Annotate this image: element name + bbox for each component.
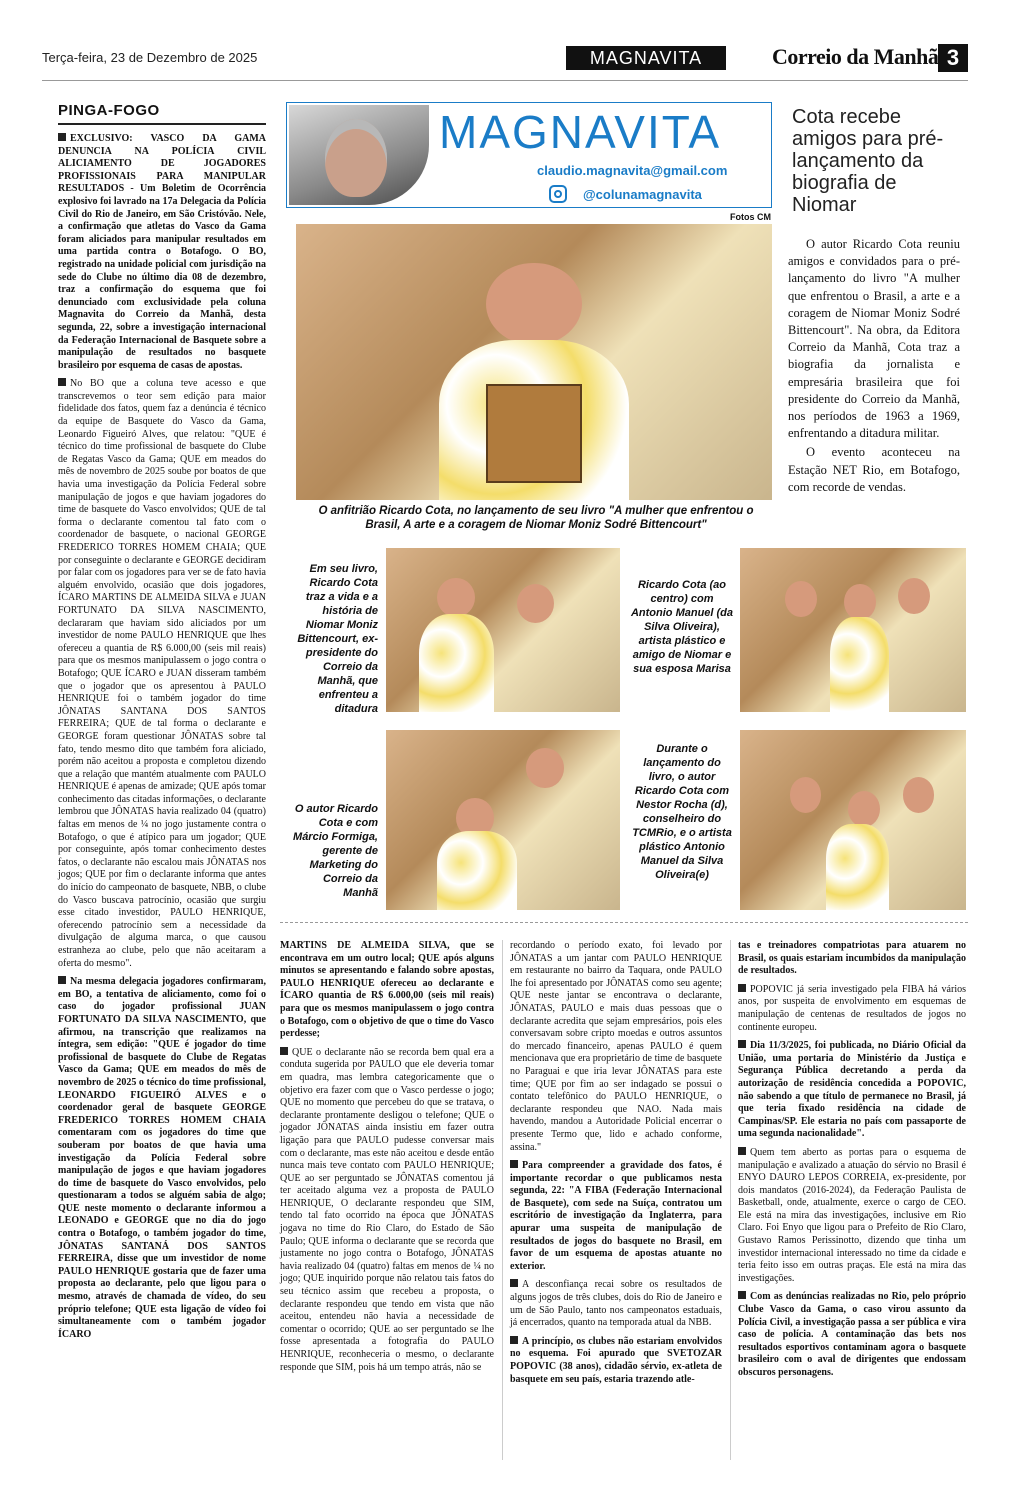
instagram-icon — [549, 185, 567, 203]
column-paragraph: tas e treinadores compatriotas para atuarem no Brasil, os quais estariam incumbidos da manipulação de resultados. — [738, 940, 966, 977]
column-text: Com as denúncias realizadas no Rio, pelo próprio Clube Vasco da Gama, o caso virou assunto da Polícia Civil, a investigação passa a ser pública e vira caso de polícia. A contaminação das bets nos resultados esportivos contaminam agora o basquete brasileiro com o aval de dirigentes que endossam obscuros personagens. — [738, 1291, 966, 1378]
bullet-square-icon — [280, 1047, 288, 1055]
photo-credit: Fotos CM — [730, 212, 771, 222]
photo-cota-marcio — [386, 730, 620, 910]
photo-cota-nestor — [740, 730, 966, 910]
pinga-text: EXCLUSIVO: VASCO DA GAMA DENUNCIA NA POLÍCIA CIVIL ALICIAMENTO DE JOGADORES PROFISSIONAIS PARA MANIPULAR RESULTADOS - Um Boletim de Ocorrência explosivo foi lavrado na 17a Delegacia da Polícia Civil do Rio de Janeiro, em São Cristóvão. Nele, a confirmação que atletas do Vasco da Gama foram aliciados para manipular resultados em uma partida contra o Botafogo. O BO, registrado na unidade policial com jurisdição na sede do Clube no último dia 08 de dezembro, traz a confirmação do esquema que foi denunciado com exclusividade pela coluna Magnavita do Correio da Manhã, desta segunda, 22, sobre a investigação internacional da Federação Internacional de Basquete sobre a manipulação de resultados no basquete brasileiro por esquema de casas de apostas. — [58, 133, 266, 371]
page-header — [42, 44, 968, 74]
pinga-paragraph — [58, 378, 266, 970]
column-paragraph — [510, 1279, 722, 1329]
columnist-email: claudio.magnavita@gmail.com — [537, 163, 728, 178]
column-text: Para compreender a gravidade dos fatos, é importante recordar o que publicamos nesta segunda, 22: "A FIBA (Federação Internacional de Basquete), com sede na Suíça, contratou um escritório de investigação da Inglaterra, para apurar uma suspeita de manipulação de resultados de jogos do basquete no Brasil, em favor de um esquema de apostas atuante no exterior. — [510, 1160, 722, 1272]
photo-caption: Durante o lançamento do livro, o autor Ricardo Cota com Nestor Rocha (d), conselheiro do TCMRio, e o artista plástico Antonio Manuel da Silva Oliveira(e) — [632, 743, 732, 881]
column-paragraph: MARTINS DE ALMEIDA SILVA, que se encontrava em um outro local; QUE após alguns minutos se apresentando e falando sobre apostas, PAULO HENRIQUE ofereceu ao declarante e ÍCARO quantia de R$ 6.000,00 (seis mil reais) para que os mesmos manipulassem o jogo contra o Botafogo, com o objetivo de que o time do Vasco perdesse; — [280, 940, 494, 1040]
article-headline: Cota recebe amigos para pré-lançamento da biografia de Niomar — [792, 106, 944, 216]
pinga-fogo-column — [58, 102, 266, 1347]
main-photo-caption: O anfitrião Ricardo Cota, no lançamento de seu livro "A mulher que enfrentou o Brasil, A arte e a coragem de Niomar Moniz Sodré Bittencourt" — [318, 505, 754, 531]
person-face — [844, 584, 876, 620]
column-text: POPOVIC já seria investigado pela FIBA há vários anos, por suspeita de envolvimento em esquemas de manipulação de centenas de resultados de jogos no continente europeu. — [738, 983, 966, 1033]
bullet-square-icon — [738, 1147, 746, 1155]
pinga-paragraph — [58, 133, 266, 372]
person-face — [898, 578, 930, 614]
person-shirt — [437, 831, 517, 910]
column-text: A princípio, os clubes não estariam envolvidos no esquema. Foi apurado que SVETOZAR POPOVIC (38 anos), cidadão sérvio, ex-atleta de basquete em seu país, estaria trazendo atle- — [510, 1335, 722, 1385]
person-shirt — [826, 824, 889, 910]
column-paragraph — [738, 1040, 966, 1141]
newspaper-name: Correio da Manhã — [772, 44, 939, 69]
columnist-instagram: @colunamagnavita — [583, 187, 702, 202]
article-paragraph: O evento aconteceu na Estação NET Rio, em Botafogo, com recorde de vendas. — [788, 445, 960, 494]
column-paragraph — [280, 1047, 494, 1374]
text-column-1 — [280, 940, 494, 1380]
bullet-square-icon — [58, 133, 66, 141]
column-text: QUE o declarante não se recorda bem qual era a conduta sugerida por PAULO que ele deveria tomar em quadra, mas lembra categoricamente que o objetivo era fazer com que o Vasco perdesse o jogo; QUE no momento que percebeu do que se tratava, o declarante prontamente desligou o telefone; QUE o jogador JÔNATAS ainda insistiu em fazer outra ligação para que PAULO pudesse conversar mais com o declarante, mas este não aceitou e desde então nunca mais teve contato com PAULO HENRIQUE; QUE ao ser perguntado se JÔNATAS comentou já ter aceitado alguma vez a proposta de PAULO HENRIQUE, O declarante respondeu que SIM, tendo tal fato ocorrido na época que JÔNATAS jogava no time do Rio Claro, do Estado de São Paulo; QUE informa o declarante que se recorda que justamente no jogo contra o Botafogo, JÔNATAS havia realizado 04 (quatro) faltas em menos de ¼ no jogo; QUE inquirido porque não relatou tais fatos do seu técnico assim que recebeu a proposta, o declarante respondeu que tendo em vista que não aceitou, entendeu não havia a necessidade de comentar o ocorrido; QUE ao ser perguntado se lhe fosse apresentada a fotografia do PAULO HENRIQUE, reconheceria o mesmo, o declarante responde que SIM, pois há um tempo atrás, não se — [280, 1046, 494, 1373]
pinga-text: Na mesma delegacia jogadores confirmaram, em BO, a tentativa de aliciamento, como foi o caso do jogador profissional JUAN FORTUNATO DA SILVA NASCIMENTO, que afirmou, na transcrição que realizamos na íntegra, sem edição: "QUE é jogador do time profissional de basquete do Clube de Regatas Vasco da Gama; QUE em meados do mês de novembro de 2025 o técnico do time profissional, LEONARDO FIGUEIRÓ ALVES e o coordenador geral de basquete GEORGE FREDERICO TORRES HOMEM CHAIA comentaram com os jogadores do time que souberam por boatos de que havia uma investigação da Polícia Federal sobre manipulação de jogos e que haviam jogadores do time de basquete do Vasco envolvidos, pelo questionaram a todos se alguém sabia de algo; QUE neste momento o declarante informou a LEONADO e GEORGE que no dia do jogo contra o Botafogo, o também jogador do time, JÔNATAS SANTANÁ DOS SANTOS FERREIRA, disse que um investidor de nome PAULO HENRIQUE gostaria que de fazer uma proposta ao declarante, pelo que ligou para o mesmo, através de chamada de vídeo, do seu próprio telefone; QUE esta ligação de vídeo foi simultaneamente com o também jogador ÍCARO — [58, 976, 266, 1340]
person-face — [486, 263, 581, 346]
bullet-square-icon — [510, 1160, 518, 1168]
bullet-square-icon — [510, 1336, 518, 1344]
column-text: Quem tem aberto as portas para o esquema de manipulação e avalizado a atuação do sérvio no Brasil é ENYO DAURO LEPOS CORREIA, ex-presidente, por dois mandatos (2016-2024), da Federação Paulista de Basketball, onde, atualmente, exerce o cargo de CEO. Ele está na mira das investigações, inclusive em Rio Claro. Foi Enyo que ligou para o Prefeito de Rio Claro, Gustavo Ramos Perissinotto, dizendo que tinha um investidor internacional interessado no time da cidade e teria feito isso em outras praças. Ele está na mira das investigações. — [738, 1146, 966, 1284]
bullet-square-icon — [738, 1291, 746, 1299]
person-face — [526, 748, 563, 788]
column-header — [286, 102, 772, 208]
column-paragraph — [510, 1160, 722, 1273]
column-text: Dia 11/3/2025, foi publicada, no Diário Oficial da União, uma portaria do Ministério da Justiça e Segurança Pública decretando a perda da autorização de residência concedida a POPOVIC, não sabendo a que título de permanece no Brasil, já que teria fixado residência na cidade de Campinas/SP. Ele estaria no país com passaporte de uma segunda nacionalidade". — [738, 1040, 966, 1140]
main-photo — [296, 224, 772, 500]
bullet-square-icon — [738, 1040, 746, 1048]
header-rule — [42, 80, 968, 81]
column-paragraph — [738, 1291, 966, 1379]
pinga-fogo-title: PINGA-FOGO — [58, 102, 266, 125]
page-number: 3 — [938, 44, 968, 72]
person-shirt — [419, 614, 494, 712]
text-column-2 — [510, 940, 722, 1392]
photo-caption: Ricardo Cota (ao centro) com Antonio Manuel (da Silva Oliveira), artista plástico e amigo de Niomar e sua esposa Marisa — [630, 579, 734, 675]
photo-cota-woman — [386, 548, 620, 712]
pinga-paragraph — [58, 976, 266, 1341]
issue-date: Terça-feira, 23 de Dezembro de 2025 — [42, 50, 258, 65]
column-divider — [730, 940, 731, 1460]
book-cover — [486, 384, 581, 483]
person-shirt — [830, 617, 889, 712]
photo-caption: O autor Ricardo Cota e com Márcio Formiga, gerente de Marketing do Correio da Manhã — [293, 803, 378, 899]
column-divider — [502, 940, 503, 1460]
person-face — [517, 584, 554, 623]
pinga-text: No BO que a coluna teve acesso e que transcrevemos o teor sem edição para maior fidelidade dos fatos, quem faz a denúncia é técnico da equipe de Basquete do Vasco da Gama, Leonardo Figueiró Alves, que relatou: "QUE é técnico do time profissional de basquete do Clube de Regatas Vasco da Gama; QUE em meados do mês de novembro de 2025 soube por boatos de que havia uma investigação da Polícia Federal sobre manipulação de jogos e que haviam jogadores do time de basquete do Vasco envolvidos; QUE de tal forma o declarante comentou tal fato com o coordenador de basquete, o nacional GEORGE FREDERICO TORRES HOMEM CHAIA; QUE por conseguinte o declarante e GEORGE decidiram por falar com os jogadores para ver se de fato havia alguém envolvido, ocasião que dois jogadores, ÍCARO MARTINS DE ALMEIDA SILVA e JUAN FORTUNATO DA SILVA NASCIMENTO, declararam que haviam sido aliciados por um investidor de nome PAULO HENRIQUE que lhes ofereceu a quantia de R$ 6.000,00 (seis mil reais) para que os mesmos manipulassem o jogo contra o Botafogo; QUE ÍCARO e JUAN disseram também que o jogador que os apresentou à PAULO HENRIQUE foi o também jogador do time JÔNATAS SANTANA DOS SANTOS FERREIRA; QUE de tal forma o declarante e GEORGE foram questionar JÔNATAS sobre tal fato, tendo mesmo dito que também fora aliciado, porém não aceitou a proposta e completou dizendo que a relação que mantém atualmente com PAULO HENRIQUE é apenas de amizade; QUE após tomar conhecimento das citadas informações, o declarante lembrou que JÔNATAS havia realizado 04 (quatro) faltas em menos de ¼ no jogo justamente contra o Botafogo, o que é atípico para um jogador; QUE por conseguinte, após tomar conhecimento destes fatos, o declarante não escalou mais JÔNATAS nos jogos; QUE por fim o declarante informa que antes do início do campeonato de basquete, NBB, o clube do Vasco buscava patrocínio, ocasião que surgiu esse citado investidor, PAULO HENRIQUE, oferecendo patrocínio sem a necessidade da divulgação de alguma marca, o que causou estranheza ao clube, pelo que não aceitaram a oferta do mesmo". — [58, 378, 266, 969]
person-face — [903, 777, 935, 813]
column-paragraph — [738, 1147, 966, 1286]
bullet-square-icon — [58, 378, 66, 386]
columnist-portrait — [289, 105, 429, 205]
person-face — [437, 578, 474, 617]
section-divider — [280, 922, 968, 923]
column-paragraph: recordando o período exato, foi levado por JÔNATAS a um jantar com PAULO HENRIQUE em restaurante no bairro da Taquara, onde PAULO lhe foi apresentado por JÔNATAS como seu agente; QUE neste jantar se encontrava o declarante, JÔNATAS, PAULO e mais duas pessoas que o declarante acredita que sejam empresários, pois eles conversavam sobre cripto moedas e outros assuntos do mercado financeiro, apenas PAULO é quem mencionava que era proprietário de time de basquete no Paraguai e que iria levar JÔNATAS para este time; QUE por fim ao ser indagado se possui o contato telefônico do PAULO HENRIQUE, o declarante respondeu que NAO. Nada mais havendo, mandou a Autoridade Policial encerrar o presente Termo que, lido e achado conforme, assina." — [510, 940, 722, 1153]
person-face — [790, 777, 822, 813]
bullet-square-icon — [738, 984, 746, 992]
bullet-square-icon — [58, 976, 66, 984]
person-face — [785, 581, 817, 617]
text-column-3 — [738, 940, 966, 1386]
article-body — [788, 236, 960, 498]
column-name: MAGNAVITA — [439, 106, 722, 158]
photo-cota-couple — [740, 548, 966, 712]
article-paragraph: O autor Ricardo Cota reuniu amigos e convidados para o pré-lançamento do livro "A mulher que enfrentou o Brasil, a arte e a coragem de Niomar Moniz Sodré Bittencourt". Na obra, da Editora Correio da Manhã, Cota traz a biografia da jornalista e empresária brasileira que foi presidente do Correio da Manhã, nos períodos de 1963 a 1969, enfrentando a ditadura militar. — [788, 237, 960, 441]
column-paragraph — [738, 984, 966, 1034]
column-text: A desconfiança recai sobre os resultados de alguns jogos de três clubes, dois do Rio de Janeiro e um de São Paulo, tanto nos campeonatos estaduais, já encerrados, quanto na temporada atual da NBB. — [510, 1279, 722, 1329]
column-paragraph — [510, 1336, 722, 1386]
person-face — [848, 791, 880, 827]
bullet-square-icon — [510, 1279, 518, 1287]
photo-caption: Em seu livro, Ricardo Cota traz a vida e a história de Niomar Moniz Bittencourt, ex-presidente do Correio da Manhã, que enfrenteu a ditadura — [297, 563, 378, 715]
section-tag: MAGNAVITA — [566, 46, 726, 70]
